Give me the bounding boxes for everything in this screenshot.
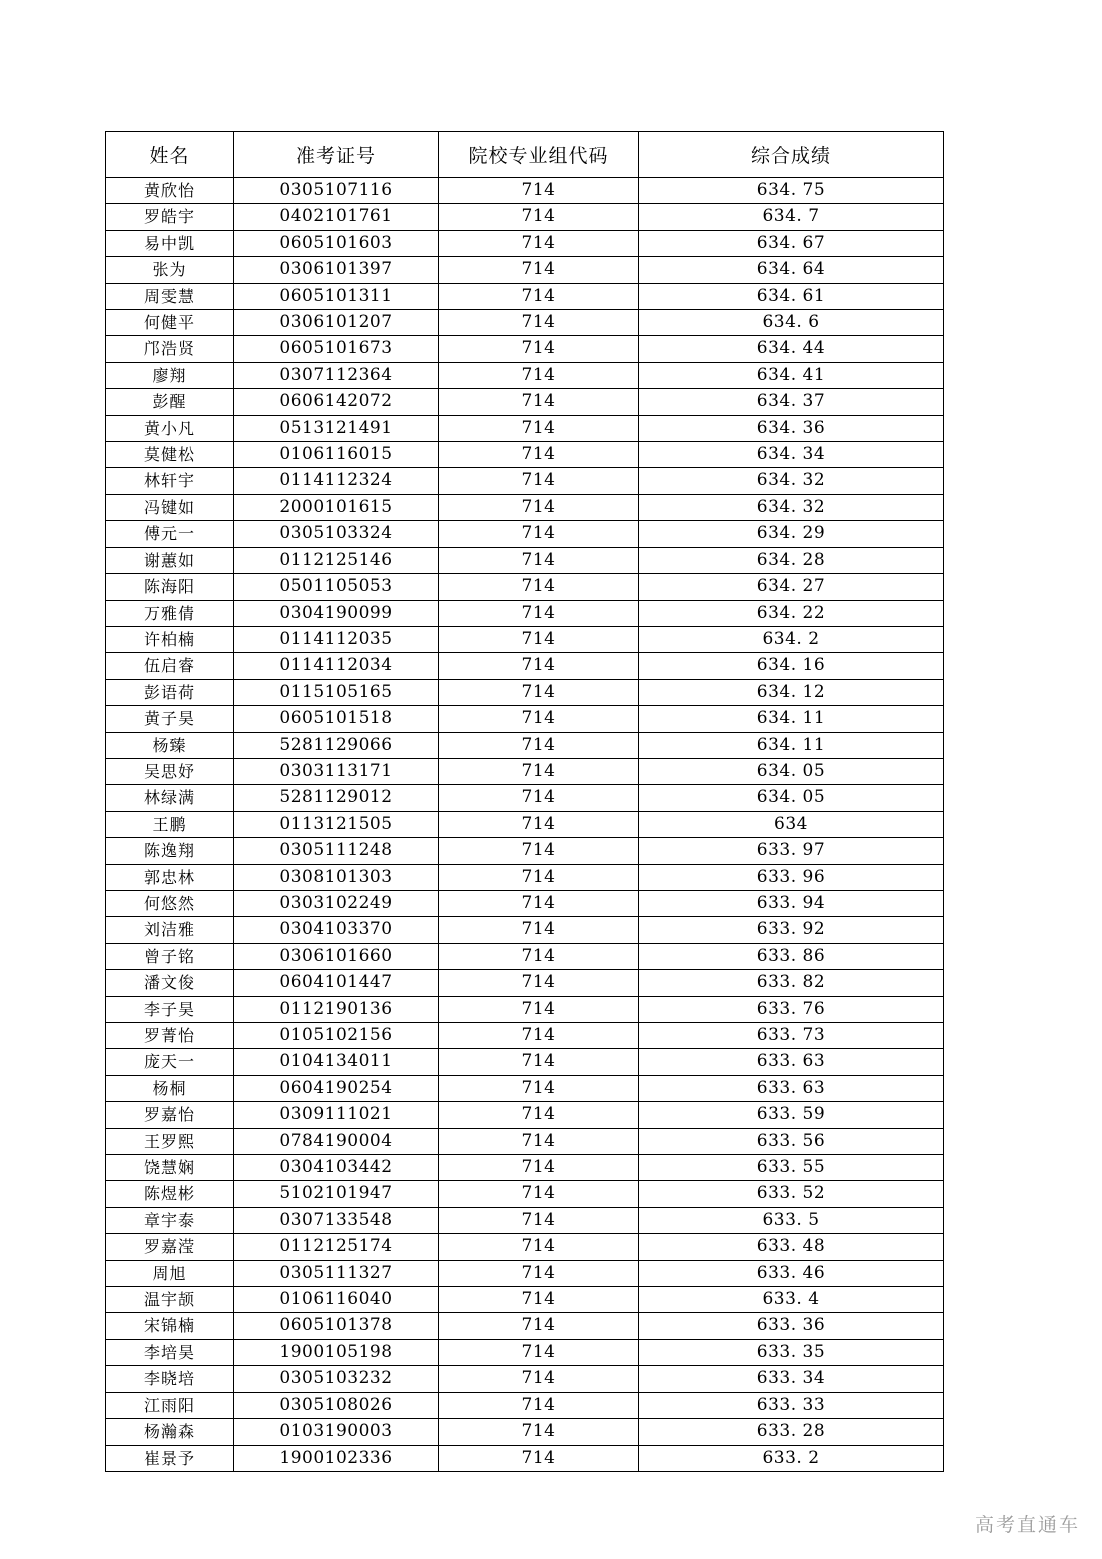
- cell-group-code: 714: [439, 574, 639, 600]
- cell-total-score: 634. 41: [639, 362, 944, 388]
- table-header: [106, 132, 944, 178]
- cell-name: 罗嘉滢: [106, 1234, 234, 1260]
- table-row: [106, 890, 944, 916]
- cell-name: 万雅倩: [106, 600, 234, 626]
- cell-total-score: 634. 16: [639, 653, 944, 679]
- cell-total-score: 634. 11: [639, 706, 944, 732]
- cell-group-code: 714: [439, 943, 639, 969]
- table-row: [106, 706, 944, 732]
- cell-total-score: 633. 94: [639, 890, 944, 916]
- cell-group-code: 714: [439, 811, 639, 837]
- cell-total-score: 633. 97: [639, 838, 944, 864]
- cell-group-code: 714: [439, 257, 639, 283]
- cell-total-score: 634. 37: [639, 389, 944, 415]
- cell-group-code: 714: [439, 1366, 639, 1392]
- cell-exam-number: 0106116015: [234, 442, 439, 468]
- table-row: [106, 521, 944, 547]
- cell-group-code: 714: [439, 362, 639, 388]
- table-row: [106, 785, 944, 811]
- cell-group-code: 714: [439, 1049, 639, 1075]
- cell-group-code: 714: [439, 468, 639, 494]
- cell-exam-number: 0114112035: [234, 626, 439, 652]
- cell-exam-number: 0307112364: [234, 362, 439, 388]
- cell-exam-number: 0304103370: [234, 917, 439, 943]
- cell-name: 黄小凡: [106, 415, 234, 441]
- cell-name: 邝浩贤: [106, 336, 234, 362]
- cell-exam-number: 1900102336: [234, 1445, 439, 1471]
- cell-total-score: 634. 28: [639, 547, 944, 573]
- table-row: [106, 1392, 944, 1418]
- score-table-container: [105, 131, 943, 1472]
- table-row: [106, 1234, 944, 1260]
- cell-total-score: 633. 59: [639, 1102, 944, 1128]
- cell-name: 易中凯: [106, 230, 234, 256]
- cell-name: 罗皓宇: [106, 204, 234, 230]
- cell-name: 彭醒: [106, 389, 234, 415]
- table-row: [106, 838, 944, 864]
- table-row: [106, 494, 944, 520]
- cell-group-code: 714: [439, 283, 639, 309]
- cell-exam-number: 0604190254: [234, 1075, 439, 1101]
- cell-name: 罗嘉怡: [106, 1102, 234, 1128]
- cell-total-score: 634. 22: [639, 600, 944, 626]
- cell-group-code: 714: [439, 1313, 639, 1339]
- cell-exam-number: 0513121491: [234, 415, 439, 441]
- cell-name: 黄欣怡: [106, 178, 234, 204]
- cell-group-code: 714: [439, 1260, 639, 1286]
- cell-exam-number: 0114112034: [234, 653, 439, 679]
- cell-group-code: 714: [439, 178, 639, 204]
- cell-total-score: 634. 2: [639, 626, 944, 652]
- cell-exam-number: 0114112324: [234, 468, 439, 494]
- cell-total-score: 633. 76: [639, 996, 944, 1022]
- cell-exam-number: 5281129012: [234, 785, 439, 811]
- cell-name: 林绿满: [106, 785, 234, 811]
- cell-exam-number: 0106116040: [234, 1287, 439, 1313]
- table-row: [106, 204, 944, 230]
- table-row: [106, 1366, 944, 1392]
- table-row: [106, 970, 944, 996]
- table-row: [106, 917, 944, 943]
- cell-total-score: 634. 11: [639, 732, 944, 758]
- cell-group-code: 714: [439, 970, 639, 996]
- cell-total-score: 634: [639, 811, 944, 837]
- cell-name: 宋锦楠: [106, 1313, 234, 1339]
- cell-exam-number: 0306101207: [234, 310, 439, 336]
- table-row: [106, 653, 944, 679]
- cell-group-code: 714: [439, 1075, 639, 1101]
- column-header-exam: 准考证号: [234, 132, 439, 178]
- cell-name: 许柏楠: [106, 626, 234, 652]
- cell-name: 江雨阳: [106, 1392, 234, 1418]
- cell-group-code: 714: [439, 864, 639, 890]
- cell-exam-number: 0305103324: [234, 521, 439, 547]
- table-body: [106, 178, 944, 1472]
- table-row: [106, 758, 944, 784]
- table-row: [106, 1102, 944, 1128]
- cell-total-score: 634. 6: [639, 310, 944, 336]
- cell-name: 谢蕙如: [106, 547, 234, 573]
- table-row: [106, 1023, 944, 1049]
- cell-exam-number: 0501105053: [234, 574, 439, 600]
- cell-name: 周旭: [106, 1260, 234, 1286]
- cell-exam-number: 0306101660: [234, 943, 439, 969]
- cell-total-score: 633. 2: [639, 1445, 944, 1471]
- cell-name: 周雯慧: [106, 283, 234, 309]
- table-row: [106, 626, 944, 652]
- cell-exam-number: 0104134011: [234, 1049, 439, 1075]
- cell-total-score: 633. 4: [639, 1287, 944, 1313]
- cell-exam-number: 0305111327: [234, 1260, 439, 1286]
- cell-exam-number: 2000101615: [234, 494, 439, 520]
- cell-name: 庞天一: [106, 1049, 234, 1075]
- cell-exam-number: 0308101303: [234, 864, 439, 890]
- cell-name: 郭忠林: [106, 864, 234, 890]
- cell-name: 陈逸翔: [106, 838, 234, 864]
- cell-total-score: 633. 73: [639, 1023, 944, 1049]
- cell-exam-number: 0113121505: [234, 811, 439, 837]
- cell-group-code: 714: [439, 1155, 639, 1181]
- cell-name: 伍启睿: [106, 653, 234, 679]
- table-row: [106, 679, 944, 705]
- table-row: [106, 864, 944, 890]
- cell-exam-number: 0305103232: [234, 1366, 439, 1392]
- cell-group-code: 714: [439, 1128, 639, 1154]
- cell-total-score: 633. 33: [639, 1392, 944, 1418]
- table-row: [106, 1287, 944, 1313]
- cell-total-score: 634. 32: [639, 494, 944, 520]
- table-row: [106, 1313, 944, 1339]
- cell-total-score: 634. 7: [639, 204, 944, 230]
- cell-name: 莫健松: [106, 442, 234, 468]
- cell-total-score: 633. 34: [639, 1366, 944, 1392]
- cell-total-score: 634. 05: [639, 758, 944, 784]
- column-header-score: 综合成绩: [639, 132, 944, 178]
- cell-group-code: 714: [439, 838, 639, 864]
- cell-total-score: 634. 67: [639, 230, 944, 256]
- cell-total-score: 634. 12: [639, 679, 944, 705]
- cell-name: 吴思妤: [106, 758, 234, 784]
- table-row: [106, 178, 944, 204]
- table-row: [106, 811, 944, 837]
- cell-total-score: 633. 82: [639, 970, 944, 996]
- cell-total-score: 634. 29: [639, 521, 944, 547]
- cell-name: 冯键如: [106, 494, 234, 520]
- table-row: [106, 415, 944, 441]
- watermark: 高考直通车: [974, 1514, 1080, 1536]
- cell-group-code: 714: [439, 389, 639, 415]
- cell-total-score: 633. 55: [639, 1155, 944, 1181]
- table-row: [106, 1128, 944, 1154]
- cell-name: 杨臻: [106, 732, 234, 758]
- cell-exam-number: 0605101603: [234, 230, 439, 256]
- cell-group-code: 714: [439, 1392, 639, 1418]
- cell-name: 李子昊: [106, 996, 234, 1022]
- cell-total-score: 634. 75: [639, 178, 944, 204]
- table-row: [106, 362, 944, 388]
- table-row: [106, 230, 944, 256]
- cell-name: 温宇颉: [106, 1287, 234, 1313]
- cell-name: 林轩宇: [106, 468, 234, 494]
- cell-group-code: 714: [439, 494, 639, 520]
- cell-group-code: 714: [439, 600, 639, 626]
- table-row: [106, 310, 944, 336]
- cell-group-code: 714: [439, 1023, 639, 1049]
- cell-total-score: 634. 36: [639, 415, 944, 441]
- cell-name: 傅元一: [106, 521, 234, 547]
- cell-group-code: 714: [439, 917, 639, 943]
- cell-exam-number: 1900105198: [234, 1339, 439, 1365]
- cell-exam-number: 0303102249: [234, 890, 439, 916]
- cell-group-code: 714: [439, 1102, 639, 1128]
- cell-name: 张为: [106, 257, 234, 283]
- cell-group-code: 714: [439, 336, 639, 362]
- cell-group-code: 714: [439, 1207, 639, 1233]
- cell-name: 彭语荷: [106, 679, 234, 705]
- cell-total-score: 634. 32: [639, 468, 944, 494]
- cell-exam-number: 0112125146: [234, 547, 439, 573]
- cell-group-code: 714: [439, 1234, 639, 1260]
- table-row: [106, 468, 944, 494]
- table-row: [106, 1419, 944, 1445]
- table-row: [106, 996, 944, 1022]
- cell-total-score: 633. 35: [639, 1339, 944, 1365]
- cell-name: 崔景予: [106, 1445, 234, 1471]
- cell-exam-number: 0402101761: [234, 204, 439, 230]
- cell-name: 王罗熙: [106, 1128, 234, 1154]
- cell-total-score: 634. 05: [639, 785, 944, 811]
- cell-total-score: 633. 63: [639, 1075, 944, 1101]
- cell-name: 何健平: [106, 310, 234, 336]
- table-row: [106, 1075, 944, 1101]
- cell-name: 罗菁怡: [106, 1023, 234, 1049]
- cell-total-score: 634. 34: [639, 442, 944, 468]
- cell-total-score: 634. 27: [639, 574, 944, 600]
- cell-group-code: 714: [439, 679, 639, 705]
- cell-group-code: 714: [439, 415, 639, 441]
- cell-total-score: 634. 61: [639, 283, 944, 309]
- cell-exam-number: 0305108026: [234, 1392, 439, 1418]
- table-row: [106, 547, 944, 573]
- table-header-row: [106, 132, 944, 178]
- cell-group-code: 714: [439, 230, 639, 256]
- cell-exam-number: 0306101397: [234, 257, 439, 283]
- table-row: [106, 1049, 944, 1075]
- cell-name: 章宇泰: [106, 1207, 234, 1233]
- table-row: [106, 1339, 944, 1365]
- cell-group-code: 714: [439, 732, 639, 758]
- cell-total-score: 633. 5: [639, 1207, 944, 1233]
- table-row: [106, 389, 944, 415]
- cell-name: 黄子昊: [106, 706, 234, 732]
- cell-total-score: 633. 28: [639, 1419, 944, 1445]
- cell-group-code: 714: [439, 547, 639, 573]
- cell-exam-number: 0605101673: [234, 336, 439, 362]
- cell-exam-number: 0305111248: [234, 838, 439, 864]
- table-row: [106, 442, 944, 468]
- table-row: [106, 1181, 944, 1207]
- cell-total-score: 633. 96: [639, 864, 944, 890]
- cell-group-code: 714: [439, 706, 639, 732]
- cell-group-code: 714: [439, 310, 639, 336]
- cell-exam-number: 0605101311: [234, 283, 439, 309]
- table-row: [106, 943, 944, 969]
- table-row: [106, 1207, 944, 1233]
- cell-exam-number: 0606142072: [234, 389, 439, 415]
- table-row: [106, 574, 944, 600]
- cell-group-code: 714: [439, 758, 639, 784]
- cell-exam-number: 0604101447: [234, 970, 439, 996]
- cell-total-score: 634. 44: [639, 336, 944, 362]
- cell-name: 陈海阳: [106, 574, 234, 600]
- admission-score-table: [105, 131, 944, 1472]
- cell-exam-number: 0112190136: [234, 996, 439, 1022]
- cell-exam-number: 0112125174: [234, 1234, 439, 1260]
- column-header-name: 姓名: [106, 132, 234, 178]
- cell-group-code: 714: [439, 996, 639, 1022]
- cell-total-score: 633. 52: [639, 1181, 944, 1207]
- cell-name: 李培昊: [106, 1339, 234, 1365]
- cell-group-code: 714: [439, 1445, 639, 1471]
- cell-group-code: 714: [439, 1287, 639, 1313]
- cell-name: 王鹏: [106, 811, 234, 837]
- cell-group-code: 714: [439, 1419, 639, 1445]
- cell-exam-number: 0304190099: [234, 600, 439, 626]
- cell-exam-number: 0303113171: [234, 758, 439, 784]
- table-row: [106, 283, 944, 309]
- cell-name: 曾子铭: [106, 943, 234, 969]
- table-row: [106, 336, 944, 362]
- cell-group-code: 714: [439, 204, 639, 230]
- cell-group-code: 714: [439, 1339, 639, 1365]
- cell-name: 杨桐: [106, 1075, 234, 1101]
- cell-exam-number: 0307133548: [234, 1207, 439, 1233]
- cell-exam-number: 0309111021: [234, 1102, 439, 1128]
- cell-name: 杨瀚森: [106, 1419, 234, 1445]
- cell-exam-number: 0103190003: [234, 1419, 439, 1445]
- cell-name: 潘文俊: [106, 970, 234, 996]
- table-row: [106, 1260, 944, 1286]
- cell-total-score: 633. 46: [639, 1260, 944, 1286]
- cell-group-code: 714: [439, 521, 639, 547]
- cell-exam-number: 0605101518: [234, 706, 439, 732]
- cell-exam-number: 0305107116: [234, 178, 439, 204]
- cell-total-score: 633. 48: [639, 1234, 944, 1260]
- cell-exam-number: 0784190004: [234, 1128, 439, 1154]
- cell-group-code: 714: [439, 890, 639, 916]
- column-header-group: 院校专业组代码: [439, 132, 639, 178]
- cell-total-score: 633. 86: [639, 943, 944, 969]
- table-row: [106, 732, 944, 758]
- cell-name: 廖翔: [106, 362, 234, 388]
- cell-name: 陈煜彬: [106, 1181, 234, 1207]
- cell-total-score: 634. 64: [639, 257, 944, 283]
- table-row: [106, 257, 944, 283]
- cell-name: 李晓培: [106, 1366, 234, 1392]
- cell-group-code: 714: [439, 442, 639, 468]
- cell-exam-number: 0115105165: [234, 679, 439, 705]
- cell-group-code: 714: [439, 785, 639, 811]
- cell-exam-number: 0605101378: [234, 1313, 439, 1339]
- table-row: [106, 1155, 944, 1181]
- cell-name: 刘洁雅: [106, 917, 234, 943]
- cell-exam-number: 5102101947: [234, 1181, 439, 1207]
- cell-name: 饶慧娴: [106, 1155, 234, 1181]
- cell-exam-number: 5281129066: [234, 732, 439, 758]
- cell-group-code: 714: [439, 1181, 639, 1207]
- table-row: [106, 1445, 944, 1471]
- table-row: [106, 600, 944, 626]
- cell-exam-number: 0105102156: [234, 1023, 439, 1049]
- cell-exam-number: 0304103442: [234, 1155, 439, 1181]
- cell-total-score: 633. 56: [639, 1128, 944, 1154]
- cell-group-code: 714: [439, 653, 639, 679]
- cell-total-score: 633. 36: [639, 1313, 944, 1339]
- cell-group-code: 714: [439, 626, 639, 652]
- cell-name: 何悠然: [106, 890, 234, 916]
- cell-total-score: 633. 63: [639, 1049, 944, 1075]
- cell-total-score: 633. 92: [639, 917, 944, 943]
